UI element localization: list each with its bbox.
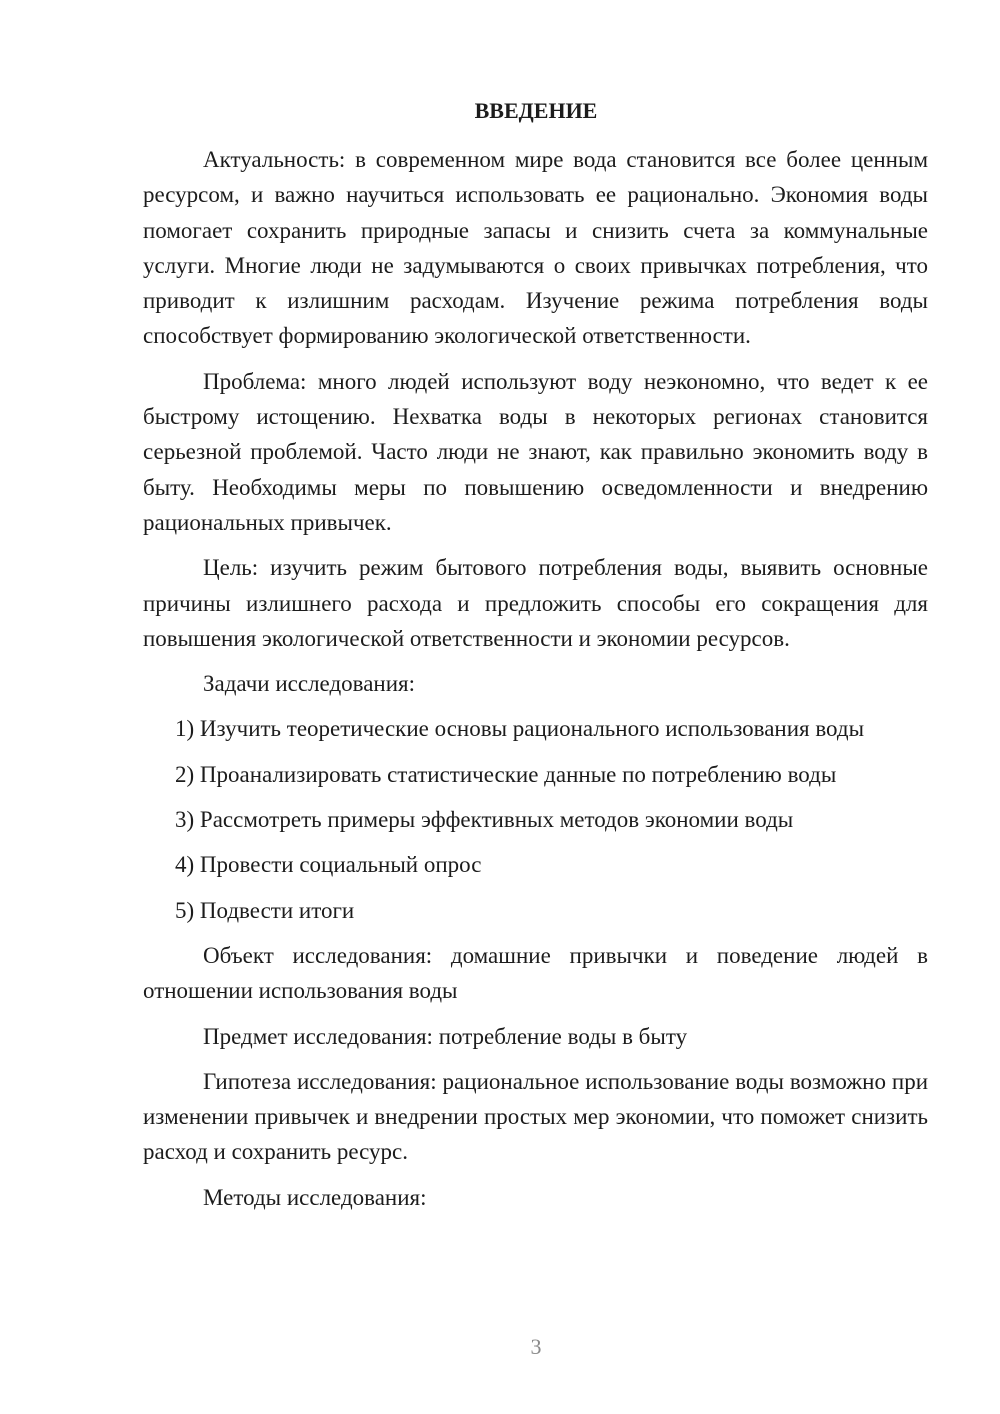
task-list-item-4: 4) Провести социальный опрос	[175, 852, 482, 878]
paragraph-hypothesis: Гипотеза исследования: рациональное использование воды возможно при изменении привычек и внедрении простых мер экономии, что поможет снизить расход и сохранить ресурс.	[143, 1068, 928, 1165]
task-list-item-3: 3) Рассмотреть примеры эффективных методов экономии воды	[175, 807, 794, 833]
paragraph-relevance: Актуальность: в современном мире вода становится все более ценным ресурсом, и важно научиться использовать ее рационально. Экономия воды помогает сохранить природные запасы и снизить счета за коммунальные услуги. Многие люди не задумываются о своих привычках потребления, что приводит к излишним расходам. Изучение режима потребления воды способствует формированию экологической ответственности.	[143, 147, 928, 349]
methods-heading: Методы исследования:	[203, 1184, 427, 1210]
paragraph-subject: Предмет исследования: потребление воды в быту	[203, 1023, 688, 1049]
paragraph-goal: Цель: изучить режим бытового потребления воды, выявить основные причины излишнего расхода и предложить способы его сокращения для повышения экологической ответственности и экономии ресурсов.	[143, 555, 928, 651]
body-text	[143, 142, 928, 1225]
page-number: 3	[530, 1334, 542, 1359]
task-list-item-1: 1) Изучить теоретические основы рационального использования воды	[175, 716, 865, 742]
task-list-item-2: 2) Проанализировать статистические данные по потреблению воды	[175, 761, 837, 787]
task-list-item-5: 5) Подвести итоги	[175, 897, 355, 923]
paragraph-object: Объект исследования: домашние привычки и поведение людей в отношении использования воды	[143, 942, 928, 1004]
page-title: ВВЕДЕНИЕ	[474, 98, 598, 123]
paragraph-problem: Проблема: много людей используют воду неэкономно, что ведет к ее быстрому истощению. Нехватка воды в некоторых регионах становится серьезной проблемой. Часто люди не знают, как правильно экономить воду в быту. Необходимы меры по повышению осведомленности и внедрению рациональных привычек.	[143, 368, 928, 535]
tasks-heading: Задачи исследования:	[203, 671, 416, 697]
